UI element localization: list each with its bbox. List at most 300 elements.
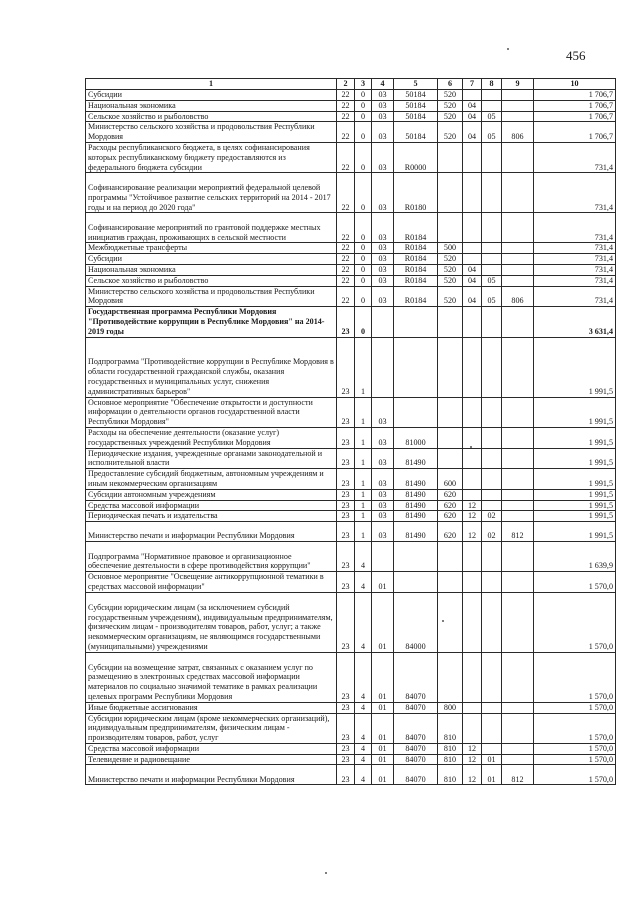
table-row (86, 275, 616, 286)
row-code-5: 81490 (394, 469, 438, 490)
row-code-8: 01 (482, 765, 502, 785)
table-row (86, 100, 616, 111)
row-amount: 1 706,7 (534, 90, 616, 101)
row-code-6: 600 (438, 469, 463, 490)
row-code-2: 23 (337, 511, 355, 522)
row-amount: 731,4 (534, 254, 616, 265)
row-code-8 (482, 652, 502, 702)
row-code-6: 500 (438, 243, 463, 254)
row-name: Государственная программа Республики Мордовия "Противодействие коррупции в Республике Мордовия" на 2014-2019 годы (86, 307, 337, 337)
row-code-8 (482, 173, 502, 213)
row-name: Национальная экономика (86, 100, 337, 111)
row-code-5 (394, 572, 438, 593)
row-code-6: 620 (438, 511, 463, 522)
row-code-7 (463, 213, 482, 243)
budget-table (85, 78, 616, 785)
row-code-3: 4 (355, 702, 372, 713)
column-header-8: 8 (482, 79, 502, 90)
row-code-2: 23 (337, 652, 355, 702)
row-code-6 (438, 572, 463, 593)
row-code-6: 520 (438, 264, 463, 275)
row-code-7: 12 (463, 743, 482, 754)
table-row (86, 489, 616, 500)
row-code-9 (502, 469, 534, 490)
row-code-2: 23 (337, 702, 355, 713)
row-code-3: 4 (355, 754, 372, 765)
row-code-6 (438, 592, 463, 652)
row-code-5: 81000 (394, 427, 438, 448)
row-code-3: 1 (355, 448, 372, 469)
row-code-7 (463, 337, 482, 397)
row-code-9 (502, 397, 534, 427)
row-amount: 1 991,5 (534, 511, 616, 522)
row-name: Сельское хозяйство и рыболовство (86, 111, 337, 122)
row-code-7 (463, 397, 482, 427)
row-code-5 (394, 337, 438, 397)
row-code-2: 22 (337, 264, 355, 275)
row-amount: 1 570,0 (534, 713, 616, 743)
row-code-9 (502, 275, 534, 286)
row-code-2: 22 (337, 275, 355, 286)
row-code-4 (372, 307, 394, 337)
row-code-5: 50184 (394, 111, 438, 122)
column-header-2: 2 (337, 79, 355, 90)
row-code-9 (502, 500, 534, 511)
table-row (86, 111, 616, 122)
row-code-5: 84070 (394, 743, 438, 754)
table-body (86, 90, 616, 785)
row-code-9 (502, 713, 534, 743)
row-code-4: 01 (372, 765, 394, 785)
row-amount: 731,4 (534, 264, 616, 275)
table-row (86, 754, 616, 765)
row-code-8 (482, 254, 502, 265)
row-code-5: 84070 (394, 754, 438, 765)
scan-speck (325, 872, 327, 874)
row-code-9 (502, 173, 534, 213)
row-name: Расходы на обеспечение деятельности (оказание услуг) государственных учреждений Республики Мордовия (86, 427, 337, 448)
row-code-6 (438, 448, 463, 469)
table-row (86, 572, 616, 593)
row-code-7 (463, 427, 482, 448)
row-code-8 (482, 337, 502, 397)
row-code-4: 03 (372, 448, 394, 469)
row-name: Телевидение и радиовещание (86, 754, 337, 765)
row-code-4: 01 (372, 702, 394, 713)
row-amount: 731,4 (534, 286, 616, 307)
scan-speck (470, 446, 472, 448)
row-code-6: 800 (438, 702, 463, 713)
row-code-6: 520 (438, 254, 463, 265)
row-name: Средства массовой информации (86, 500, 337, 511)
row-code-2: 23 (337, 337, 355, 397)
table-row (86, 592, 616, 652)
row-code-8 (482, 500, 502, 511)
row-code-4: 03 (372, 173, 394, 213)
row-code-2: 22 (337, 173, 355, 213)
row-amount: 1 991,5 (534, 500, 616, 511)
row-code-7 (463, 469, 482, 490)
row-code-3: 0 (355, 142, 372, 172)
row-name: Софинансирование реализации мероприятий федеральной целевой программы "Устойчивое развитие сельских территорий на 2014 - 2017 годы и на период до 2020 года" (86, 173, 337, 213)
row-code-2: 23 (337, 572, 355, 593)
row-code-6 (438, 652, 463, 702)
row-code-2: 23 (337, 754, 355, 765)
row-code-2: 22 (337, 286, 355, 307)
row-code-2: 23 (337, 427, 355, 448)
table-row (86, 122, 616, 143)
table-row (86, 243, 616, 254)
row-code-6: 620 (438, 522, 463, 542)
row-name: Субсидии (86, 90, 337, 101)
row-code-3: 0 (355, 243, 372, 254)
row-name: Межбюджетные трансферты (86, 243, 337, 254)
row-code-8 (482, 90, 502, 101)
row-code-8: 05 (482, 122, 502, 143)
row-code-2: 22 (337, 122, 355, 143)
row-code-9 (502, 243, 534, 254)
row-code-9 (502, 743, 534, 754)
row-code-4: 01 (372, 572, 394, 593)
row-code-2: 22 (337, 111, 355, 122)
row-code-3: 1 (355, 500, 372, 511)
row-code-7: 12 (463, 500, 482, 511)
row-code-4 (372, 337, 394, 397)
row-code-5: 81490 (394, 448, 438, 469)
table-row (86, 173, 616, 213)
row-code-7 (463, 448, 482, 469)
row-code-9 (502, 572, 534, 593)
row-code-8 (482, 489, 502, 500)
row-name: Национальная экономика (86, 264, 337, 275)
row-amount: 731,4 (534, 142, 616, 172)
table-row (86, 500, 616, 511)
row-code-4: 03 (372, 489, 394, 500)
row-code-5: R0000 (394, 142, 438, 172)
row-code-7 (463, 173, 482, 213)
row-code-3: 1 (355, 511, 372, 522)
row-code-2: 22 (337, 254, 355, 265)
row-code-7 (463, 254, 482, 265)
row-code-6: 520 (438, 111, 463, 122)
row-code-5 (394, 542, 438, 572)
table-row (86, 142, 616, 172)
row-name: Софинансирование мероприятий по грантовой поддержке местных инициатив граждан, проживающих в сельской местности (86, 213, 337, 243)
row-code-2: 22 (337, 142, 355, 172)
row-code-6 (438, 397, 463, 427)
row-name: Основное мероприятие "Обеспечение открытости и доступности информации о деятельности органов государственной власти Республики Мордовия" (86, 397, 337, 427)
row-code-9 (502, 448, 534, 469)
row-code-8 (482, 448, 502, 469)
column-header-9: 9 (502, 79, 534, 90)
row-code-2: 23 (337, 743, 355, 754)
row-code-4: 03 (372, 243, 394, 254)
row-code-8: 02 (482, 511, 502, 522)
row-code-8 (482, 264, 502, 275)
row-amount: 731,4 (534, 173, 616, 213)
row-code-8 (482, 100, 502, 111)
row-amount: 731,4 (534, 275, 616, 286)
row-code-3: 1 (355, 397, 372, 427)
table-row (86, 743, 616, 754)
row-code-3: 0 (355, 264, 372, 275)
row-code-2: 23 (337, 500, 355, 511)
row-amount: 1 570,0 (534, 743, 616, 754)
row-name: Периодические издания, учрежденные органами законодательной и исполнительной власти (86, 448, 337, 469)
row-code-9 (502, 511, 534, 522)
row-code-5: 84070 (394, 765, 438, 785)
row-code-9: 806 (502, 122, 534, 143)
row-code-4: 03 (372, 511, 394, 522)
row-amount: 1 570,0 (534, 592, 616, 652)
table-row (86, 254, 616, 265)
table-row (86, 427, 616, 448)
row-code-8 (482, 542, 502, 572)
row-code-5: 50184 (394, 100, 438, 111)
row-code-8 (482, 702, 502, 713)
row-code-7: 04 (463, 275, 482, 286)
row-amount: 1 991,5 (534, 448, 616, 469)
row-code-8 (482, 592, 502, 652)
row-name: Основное мероприятие "Освещение антикоррупционной тематики в средствах массовой информации" (86, 572, 337, 593)
table-row (86, 213, 616, 243)
row-code-9 (502, 213, 534, 243)
row-code-9 (502, 542, 534, 572)
row-name: Подпрограмма "Нормативное правовое и организационное обеспечение деятельности в сфере противодействия коррупции" (86, 542, 337, 572)
row-code-7 (463, 307, 482, 337)
row-code-6 (438, 337, 463, 397)
row-code-9 (502, 489, 534, 500)
table-row (86, 702, 616, 713)
row-name: Расходы республиканского бюджета, в целях софинансирования которых республиканскому бюджету предоставляются из федерального бюджета субсидии (86, 142, 337, 172)
row-code-6: 620 (438, 500, 463, 511)
column-header-7: 7 (463, 79, 482, 90)
row-code-3: 4 (355, 743, 372, 754)
row-code-7 (463, 713, 482, 743)
row-amount: 1 570,0 (534, 652, 616, 702)
table-row (86, 511, 616, 522)
row-name: Министерство печати и информации Республики Мордовия (86, 522, 337, 542)
row-code-4: 01 (372, 652, 394, 702)
row-code-6: 520 (438, 100, 463, 111)
row-code-2: 23 (337, 713, 355, 743)
row-code-5: 81490 (394, 489, 438, 500)
table-row (86, 469, 616, 490)
row-code-4: 03 (372, 500, 394, 511)
row-code-5: 84070 (394, 713, 438, 743)
row-code-6: 520 (438, 122, 463, 143)
table-row (86, 90, 616, 101)
row-code-5: 81490 (394, 500, 438, 511)
row-code-4: 03 (372, 427, 394, 448)
row-code-9 (502, 652, 534, 702)
row-code-6 (438, 427, 463, 448)
row-code-3: 4 (355, 652, 372, 702)
table-row (86, 337, 616, 397)
row-code-8 (482, 142, 502, 172)
row-code-3: 0 (355, 286, 372, 307)
row-name: Министерство печати и информации Республики Мордовия (86, 765, 337, 785)
row-code-8 (482, 243, 502, 254)
row-name: Подпрограмма "Противодействие коррупции в Республике Мордовия в области государственной гражданской службы, оказания государственных и муниципальных услуг, снижения административных барьеров" (86, 337, 337, 397)
column-header-4: 4 (372, 79, 394, 90)
row-amount: 1 639,9 (534, 542, 616, 572)
row-code-2: 22 (337, 100, 355, 111)
row-name: Субсидии (86, 254, 337, 265)
row-name: Сельское хозяйство и рыболовство (86, 275, 337, 286)
row-code-5: 84000 (394, 592, 438, 652)
table-row (86, 765, 616, 785)
row-code-4 (372, 542, 394, 572)
row-code-4: 01 (372, 713, 394, 743)
row-code-4: 03 (372, 111, 394, 122)
row-name: Предоставление субсидий бюджетным, автономным учреждениям и иным некоммерческим организациям (86, 469, 337, 490)
row-code-3: 4 (355, 592, 372, 652)
table-row (86, 264, 616, 275)
page-number: 456 (566, 48, 586, 63)
row-name: Средства массовой информации (86, 743, 337, 754)
row-code-9 (502, 90, 534, 101)
row-code-6 (438, 542, 463, 572)
row-code-5: 84070 (394, 652, 438, 702)
row-code-8: 02 (482, 522, 502, 542)
row-code-6: 520 (438, 275, 463, 286)
row-code-9 (502, 702, 534, 713)
row-code-3: 4 (355, 542, 372, 572)
table-row (86, 307, 616, 337)
row-code-8: 05 (482, 286, 502, 307)
row-name: Субсидии юридическим лицам (за исключением субсидий государственным учреждениям), индивидуальным предпринимателям, физическим лицам - производителям товаров, работ, услуг; а также некоммерческим организациям, не являющимся государственными (муниципальными) учреждениями (86, 592, 337, 652)
row-code-6: 810 (438, 765, 463, 785)
row-code-5: R0184 (394, 254, 438, 265)
header-row (86, 79, 616, 90)
row-code-4: 03 (372, 213, 394, 243)
row-code-7: 04 (463, 286, 482, 307)
row-code-7 (463, 572, 482, 593)
row-code-2: 23 (337, 307, 355, 337)
column-header-5: 5 (394, 79, 438, 90)
row-code-3: 4 (355, 572, 372, 593)
row-code-5: 84070 (394, 702, 438, 713)
row-code-8 (482, 213, 502, 243)
row-name: Иные бюджетные ассигнования (86, 702, 337, 713)
row-amount: 3 631,4 (534, 307, 616, 337)
row-amount: 1 570,0 (534, 702, 616, 713)
row-name: Министерство сельского хозяйства и продовольствия Республики Мордовия (86, 286, 337, 307)
table-row (86, 522, 616, 542)
row-code-3: 0 (355, 307, 372, 337)
column-header-6: 6 (438, 79, 463, 90)
row-code-3: 4 (355, 713, 372, 743)
row-code-4: 03 (372, 522, 394, 542)
row-code-9: 812 (502, 522, 534, 542)
row-code-7: 12 (463, 522, 482, 542)
row-code-3: 1 (355, 337, 372, 397)
row-code-9 (502, 754, 534, 765)
row-code-2: 23 (337, 522, 355, 542)
row-code-7: 04 (463, 111, 482, 122)
row-code-5: R0184 (394, 243, 438, 254)
row-code-3: 1 (355, 489, 372, 500)
row-code-6: 520 (438, 286, 463, 307)
row-code-5: 81490 (394, 511, 438, 522)
row-code-2: 23 (337, 448, 355, 469)
row-code-7: 04 (463, 264, 482, 275)
row-code-7 (463, 542, 482, 572)
row-code-7 (463, 592, 482, 652)
row-code-7 (463, 702, 482, 713)
row-code-3: 1 (355, 427, 372, 448)
row-code-4: 03 (372, 90, 394, 101)
row-code-7 (463, 90, 482, 101)
row-code-6 (438, 173, 463, 213)
row-code-9 (502, 337, 534, 397)
row-code-3: 0 (355, 122, 372, 143)
row-name: Периодическая печать и издательства (86, 511, 337, 522)
row-code-5: R0184 (394, 213, 438, 243)
row-amount: 1 991,5 (534, 469, 616, 490)
row-code-8 (482, 397, 502, 427)
row-code-6: 620 (438, 489, 463, 500)
row-code-9 (502, 592, 534, 652)
row-code-6: 810 (438, 743, 463, 754)
row-code-2: 23 (337, 592, 355, 652)
row-code-5 (394, 307, 438, 337)
row-code-5: R0184 (394, 286, 438, 307)
row-code-2: 22 (337, 90, 355, 101)
row-code-8: 05 (482, 275, 502, 286)
row-name: Субсидии на возмещение затрат, связанных с оказанием услуг по размещению в электронных средствах массовой информации материалов по социально значимой тематике в рамках реализации целевых программ Республики Мордовия (86, 652, 337, 702)
row-code-9 (502, 100, 534, 111)
row-amount: 731,4 (534, 243, 616, 254)
row-amount: 731,4 (534, 213, 616, 243)
row-code-7: 12 (463, 511, 482, 522)
row-amount: 1 570,0 (534, 754, 616, 765)
row-code-4: 03 (372, 254, 394, 265)
row-code-4: 01 (372, 592, 394, 652)
row-code-3: 0 (355, 173, 372, 213)
row-code-6 (438, 142, 463, 172)
row-code-7: 04 (463, 122, 482, 143)
row-code-8: 01 (482, 754, 502, 765)
row-code-9 (502, 264, 534, 275)
table-row (86, 286, 616, 307)
row-code-2: 23 (337, 469, 355, 490)
row-code-2: 23 (337, 765, 355, 785)
row-name: Субсидии автономным учреждениям (86, 489, 337, 500)
row-code-7 (463, 243, 482, 254)
row-code-8: 05 (482, 111, 502, 122)
row-code-8 (482, 469, 502, 490)
row-code-3: 1 (355, 469, 372, 490)
row-code-3: 0 (355, 275, 372, 286)
table-row (86, 397, 616, 427)
row-code-5: R0184 (394, 264, 438, 275)
row-code-2: 22 (337, 243, 355, 254)
row-amount: 1 706,7 (534, 111, 616, 122)
row-code-8 (482, 307, 502, 337)
row-code-6: 810 (438, 754, 463, 765)
row-code-3: 1 (355, 522, 372, 542)
row-code-2: 23 (337, 397, 355, 427)
row-code-9 (502, 307, 534, 337)
row-code-7 (463, 142, 482, 172)
row-code-9 (502, 254, 534, 265)
row-code-8 (482, 572, 502, 593)
row-code-2: 23 (337, 542, 355, 572)
row-code-3: 0 (355, 213, 372, 243)
row-code-9: 806 (502, 286, 534, 307)
